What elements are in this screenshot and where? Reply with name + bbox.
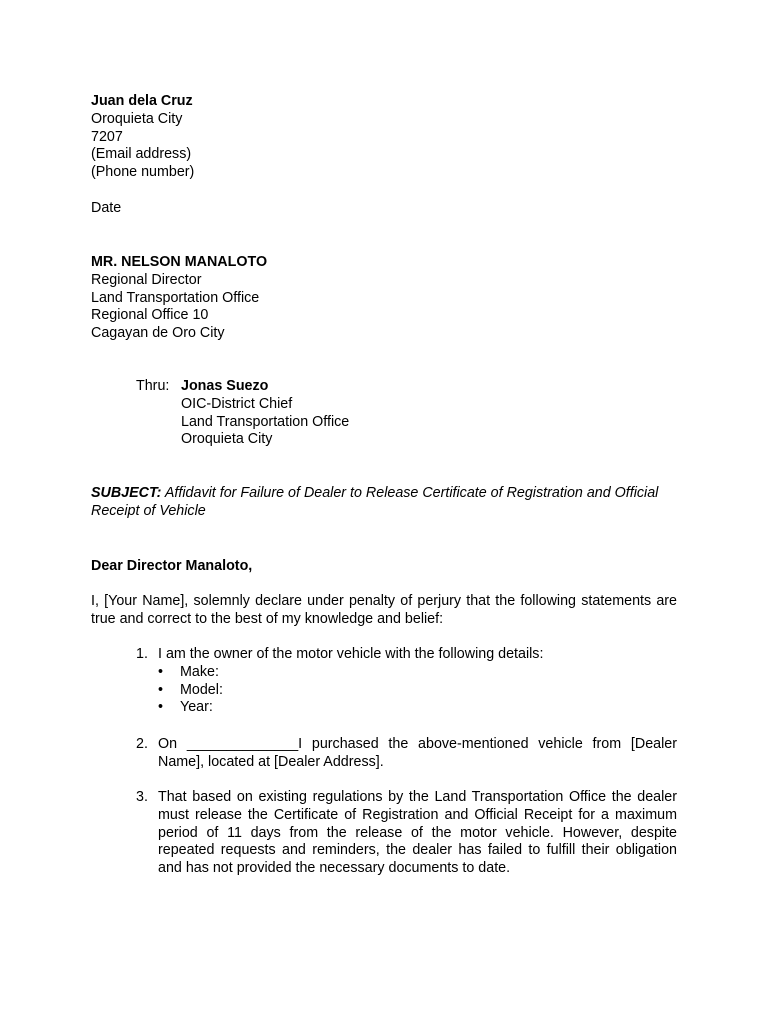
list-item-text: That based on existing regulations by the Land Transportation Office the dealer must release the Certificate of Registration and Official Receipt for a maximum period of 11 days from the release of the motor vehicle. However, despite repeated requests and reminders, the dealer has failed to fulfill their obligation and has not provided the necessary documents to date. (158, 789, 677, 877)
bullet-text: Make: (180, 663, 219, 680)
subject-label: SUBJECT: (91, 485, 162, 501)
date-label: Date (91, 200, 122, 216)
thru-office: Land Transportation Office (181, 413, 350, 430)
sender-zip: 7207 (91, 128, 123, 145)
list-item (136, 736, 677, 772)
thru-title: OIC-District Chief (181, 395, 293, 412)
bullet-icon: • (158, 681, 164, 698)
recipient-name: MR. NELSON MANALOTO (91, 254, 268, 270)
bullet-item-make (158, 664, 677, 682)
list-item-text: On ______________I purchased the above-mentioned vehicle from [Dealer Name], located at [Dealer Address]. (158, 736, 677, 770)
subject-text: Affidavit for Failure of Dealer to Release Certificate of Registration and Official Receipt of Vehicle (91, 485, 659, 519)
bullet-item-model (158, 682, 677, 700)
list-item-number: 2. (136, 736, 148, 752)
intro-paragraph: I, [Your Name], solemnly declare under penalty of perjury that the following statements are true and correct to the best of my knowledge and belief: (91, 593, 677, 627)
thru-block (136, 378, 349, 449)
subject-line (91, 485, 677, 521)
bullet-item-year (158, 699, 677, 717)
sender-phone: (Phone number) (91, 164, 195, 181)
bullet-icon: • (158, 699, 164, 716)
sender-email: (Email address) (91, 146, 192, 163)
list-item-number: 3. (136, 789, 148, 805)
sender-name: Juan dela Cruz (91, 93, 193, 109)
bullet-text: Year: (180, 699, 213, 716)
thru-details (181, 378, 349, 449)
bullet-text: Model: (180, 681, 223, 698)
sender-city: Oroquieta City (91, 110, 183, 127)
recipient-title: Regional Director (91, 271, 202, 288)
recipient-city: Cagayan de Oro City (91, 325, 225, 342)
thru-label: Thru: (136, 378, 170, 394)
list-item-text: I am the owner of the motor vehicle with the following details: (158, 646, 544, 662)
bullet-icon: • (158, 663, 164, 680)
thru-city: Oroquieta City (181, 431, 273, 448)
vehicle-details-list (158, 664, 677, 717)
list-item (136, 646, 677, 717)
list-item-body (158, 646, 677, 717)
recipient-block (91, 254, 267, 343)
recipient-regional-office: Regional Office 10 (91, 307, 209, 324)
list-item-number: 1. (136, 646, 148, 662)
date-line (91, 200, 121, 218)
sender-block (91, 93, 194, 182)
salutation: Dear Director Manaloto, (91, 558, 253, 574)
thru-name: Jonas Suezo (181, 378, 269, 394)
list-item (136, 789, 677, 878)
recipient-office: Land Transportation Office (91, 289, 260, 306)
